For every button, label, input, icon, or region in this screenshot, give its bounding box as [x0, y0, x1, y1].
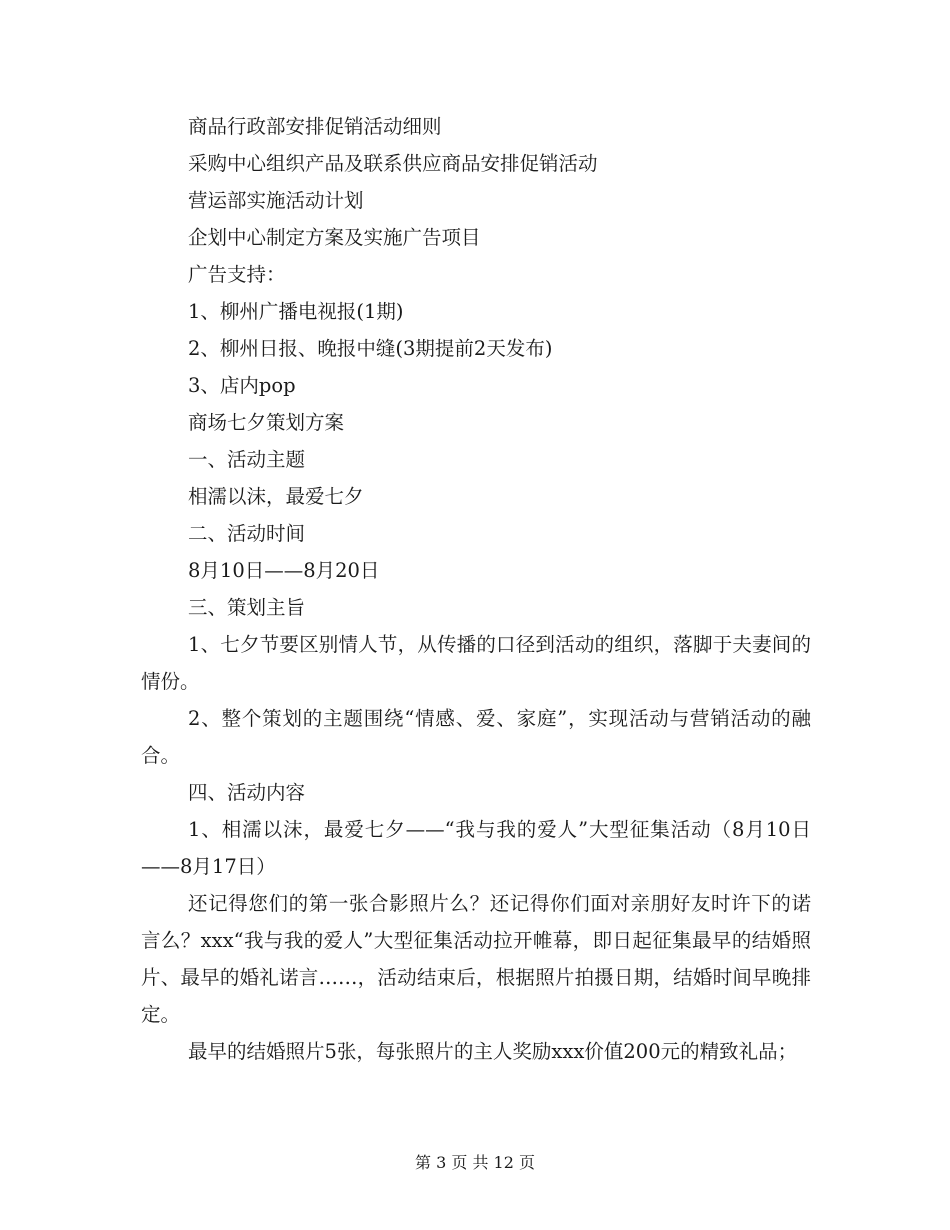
section-heading: 四、活动内容	[188, 781, 306, 804]
page-footer: 第 3 页 共 12 页	[415, 1153, 535, 1172]
section-heading: 二、活动时间	[188, 522, 306, 545]
paragraph: 1、相濡以沫，最爱七夕——“我与我的爱人”大型征集活动（8月10日——8月17日）	[141, 818, 811, 878]
section-heading: 一、活动主题	[188, 448, 306, 471]
text-line: 采购中心组织产品及联系供应商品安排促销活动	[188, 152, 598, 175]
text-line: 相濡以沫，最爱七夕	[188, 485, 364, 508]
text-line: 8月10日——8月20日	[188, 559, 380, 582]
text-line: 广告支持：	[188, 263, 286, 286]
paragraph: 最早的结婚照片5张，每张照片的主人奖励xxx价值200元的精致礼品；	[188, 1040, 798, 1063]
section-title: 商场七夕策划方案	[188, 411, 345, 434]
paragraph: 还记得您们的第一张合影照片么？还记得你们面对亲朋好友时许下的诺言么？xxx“我与我的爱人”大型征集活动拉开帷幕，即日起征集最早的结婚照片、最早的婚礼诺言……，活动结束后，根据照片拍摄日期，结婚时间早晚排定。	[141, 892, 811, 1026]
text-line: 3、店内pop	[188, 374, 296, 397]
text-line: 营运部实施活动计划	[188, 189, 364, 212]
paragraph: 2、整个策划的主题围绕“情感、爱、家庭”，实现活动与营销活动的融合。	[141, 707, 811, 767]
text-line: 企划中心制定方案及实施广告项目	[188, 226, 481, 249]
section-heading: 三、策划主旨	[188, 596, 306, 619]
text-line: 商品行政部安排促销活动细则	[188, 115, 442, 138]
page-content	[141, 108, 811, 1070]
paragraph: 1、七夕节要区别情人节，从传播的口径到活动的组织，落脚于夫妻间的情份。	[141, 633, 811, 693]
text-line: 1、柳州广播电视报(1期)	[188, 300, 404, 323]
text-line: 2、柳州日报、晚报中缝(3期提前2天发布)	[188, 337, 553, 360]
